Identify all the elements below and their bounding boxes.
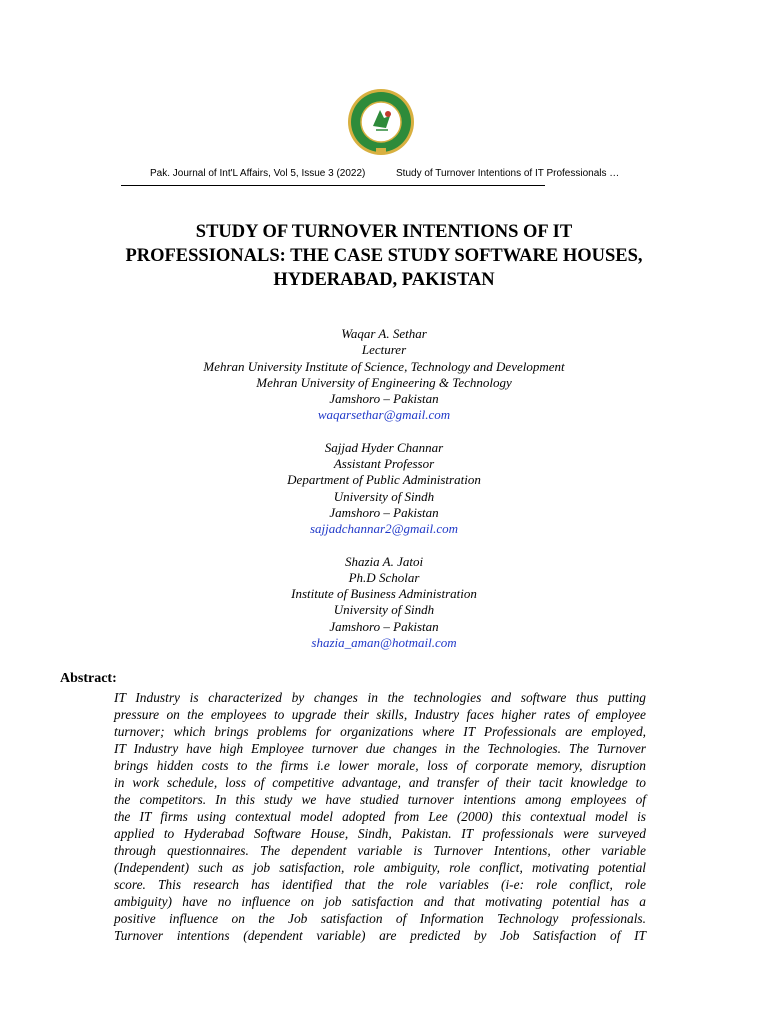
author-affiliation: Mehran University of Engineering & Technology [256, 374, 512, 390]
author-role: Lecturer [361, 342, 407, 358]
abstract-line: turnover; which brings problems for organizations where IT Professionals are employed, [114, 724, 646, 739]
abstract-line: score. This research has identified that the role variables (i-e: role conflict, role [114, 877, 646, 892]
abstract-line: (Independent) such as job satisfaction, role ambiguity, role conflict, motivating potential [114, 860, 646, 875]
abstract-line: IT Industry is characterized by changes in the technologies and software thus putting [114, 690, 646, 705]
author-email-link[interactable]: sajjadchannar2@gmail.com [309, 521, 459, 537]
running-title: Study of Turnover Intentions of IT Professionals … [396, 168, 620, 179]
title-line: STUDY OF TURNOVER INTENTIONS OF IT [195, 222, 573, 242]
abstract-line: the IT firms using contextual model adopted from Lee (2000) this contextual model is [114, 809, 646, 824]
author-name: Shazia A. Jatoi [344, 553, 424, 569]
abstract-line: through questionnaires. The dependent variable is Turnover Intentions, other variable [114, 843, 646, 858]
author-email-link[interactable]: waqarsethar@gmail.com [317, 407, 451, 423]
abstract-line: in work schedule, loss of competitive advantage, and transfer of their tacit knowledge to [114, 775, 646, 790]
author-block [84, 554, 684, 652]
title-line: HYDERABAD, PAKISTAN [273, 270, 495, 290]
author-affiliation: Mehran University Institute of Science, Technology and Development [203, 358, 565, 374]
author-block [84, 326, 684, 424]
author-affiliation: University of Sindh [333, 488, 435, 504]
author-name: Sajjad Hyder Channar [324, 439, 444, 455]
author-email-link[interactable]: shazia_aman@hotmail.com [311, 635, 457, 651]
author-name: Waqar A. Sethar [341, 326, 427, 341]
abstract-line: brings hidden costs to the firms i.e lower morale, loss of corporate memory, disruption [114, 758, 646, 773]
abstract-line: ambiguity) have no influence on job satisfaction and that motivating potential has a [114, 894, 646, 909]
author-affiliation: Institute of Business Administration [291, 586, 477, 602]
journal-citation: Pak. Journal of Int'L Affairs, Vol 5, Issue 3 (2022) [150, 168, 366, 179]
abstract-line: applied to Hyderabad Software House, Sindh, Pakistan. IT professionals were surveyed [114, 826, 646, 841]
author-location: Jamshoro – Pakistan [329, 618, 439, 634]
author-role: Assistant Professor [333, 456, 435, 472]
author-affiliation: University of Sindh [333, 602, 435, 618]
author-location: Jamshoro – Pakistan [329, 391, 439, 407]
author-role: Ph.D Scholar [348, 569, 420, 585]
abstract-body [114, 689, 646, 944]
title-line: PROFESSIONALS: THE CASE STUDY SOFTWARE HOUSES, [125, 246, 643, 266]
paper-title [90, 220, 678, 292]
author-list [84, 326, 684, 651]
author-location: Jamshoro – Pakistan [329, 504, 439, 520]
author-block [84, 440, 684, 538]
abstract-line: positive influence on the Job satisfaction of Information Technology professionals. [114, 911, 646, 926]
header-divider [121, 185, 545, 186]
abstract-heading: Abstract: [60, 671, 117, 686]
logo-seal-icon [346, 86, 416, 158]
journal-logo [346, 86, 416, 158]
abstract-line: the competitors. In this study we have studied turnover intentions among employees of [114, 792, 646, 807]
abstract-line: Turnover intentions (dependent variable) are predicted by Job Satisfaction of IT [114, 928, 646, 943]
abstract-line: pressure on the employees to upgrade their skills, Industry faces higher rates of employee [114, 707, 646, 722]
author-affiliation: Department of Public Administration [287, 472, 481, 488]
abstract-line: IT Industry have high Employee turnover due changes in the Technologies. The Turnover [114, 741, 646, 756]
